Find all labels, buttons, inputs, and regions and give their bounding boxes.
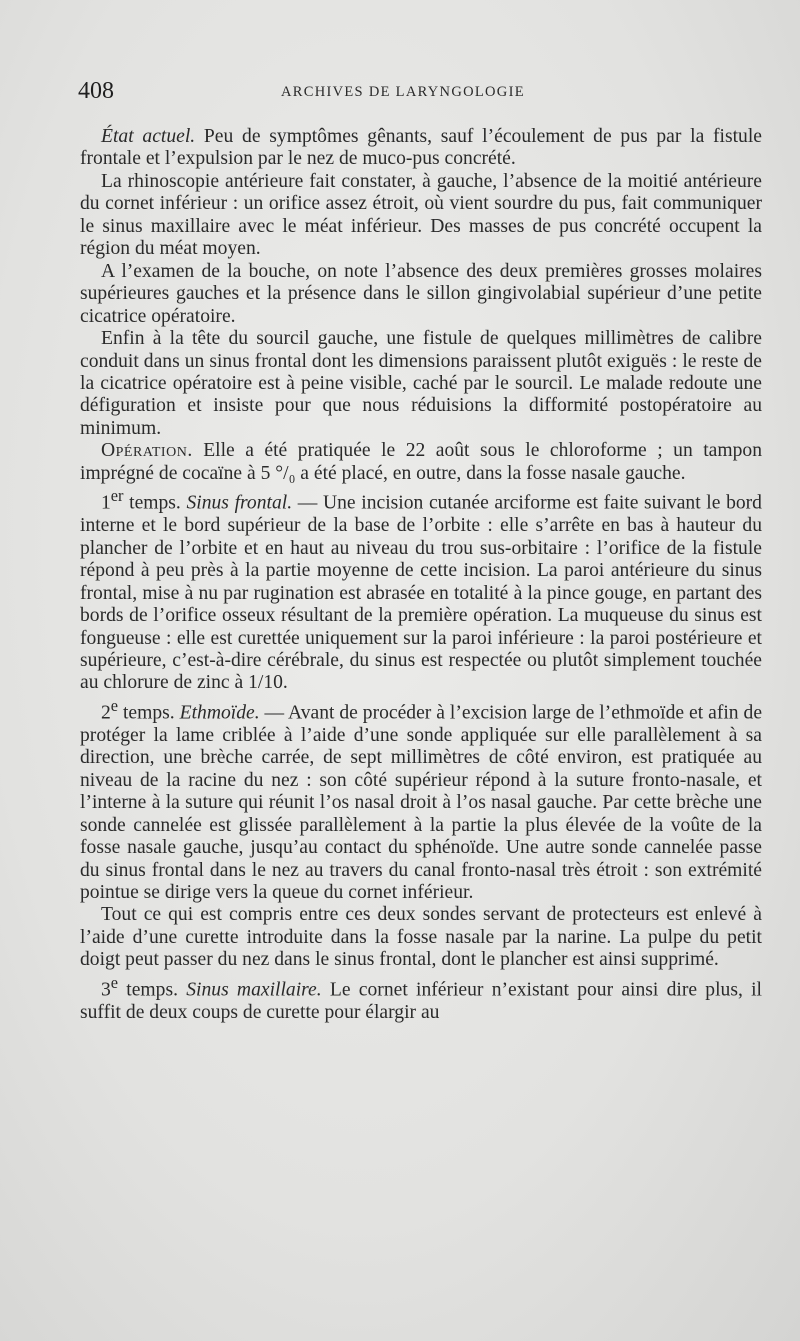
step-ordinal: e <box>110 972 119 992</box>
step-number: 2 <box>101 702 111 724</box>
paragraph-text: Le cornet inférieur n’existant pour ainsi dire plus, il suffit de deux coups de curette pour élargir au <box>80 979 762 1023</box>
paragraph-lead: État actuel. <box>101 126 196 147</box>
paragraph-examen-bouche <box>80 261 762 328</box>
paragraph-temps-2 <box>80 695 762 905</box>
step-word: temps. <box>118 979 187 1001</box>
paragraph-text: Enfin à la tête du sourcil gauche, une fistule de quelques millimètres de calibre conduit dans un sinus frontal dont les dimensions paraissent plutôt exiguës : le reste de la cicatrice opératoire est à peine visible, caché par le sourcil. Le malade redoute une défiguration et insiste pour que nous réduisions la difformité postopératoire au minimum. <box>80 328 762 439</box>
paragraph-text: Tout ce qui est compris entre ces deux sondes servant de protecteurs est enlevé à l’aide d’une curette introduite dans la fosse nasale par la narine. La pulpe du petit doigt peut passer du nez dans le sinus frontal, dont le plancher est ainsi supprimé. <box>80 904 762 971</box>
running-title: ARCHIVES DE LARYNGOLOGIE <box>281 84 525 100</box>
paragraph-lead: Sinus maxillaire. <box>186 979 322 1001</box>
step-word: temps. <box>123 492 187 514</box>
paragraph-text: Elle a été pratiquée le 22 août sous le chloroforme ; un tampon imprégné de cocaïne à 5 °/₀ a été placé, en outre, dans la fosse nasale gauche. <box>80 440 762 484</box>
step-number: 1 <box>101 492 111 514</box>
paragraph-lead: Ethmoïde. <box>179 702 260 724</box>
paragraph-fistule <box>80 328 762 440</box>
page-header <box>78 76 758 110</box>
page-number: 408 <box>78 78 114 104</box>
paragraph-text: — Une incision cutanée arciforme est faite suivant le bord interne et le bord supérieur de la base de l’orbite : elle s’arrête en bas à hauteur du plancher de l’orbite et en haut au niveau du trou sus-orbitaire : l’orifice de la fistule répond à peu près à la partie moyenne de cette incision. La paroi antérieure du sinus frontal, mise à nu par rugination est abrasée en totalité à la pince gouge, en partant des bords de l’orifice osseux résultant de la première opération. La muqueuse du sinus est fongueuse : elle est curettée uniquement sur la paroi inférieure : la paroi postérieure et supérieure, c’est-à-dire cérébrale, du sinus est respectée ou plutôt simplement touchée au chlorure de zinc à 1/10. <box>80 492 762 694</box>
paragraph-sondes <box>80 904 762 971</box>
paragraph-text: Peu de symptômes gênants, sauf l’écoulement de pus par la fistule frontale et l’expulsion par le nez de muco-pus concrété. <box>80 126 762 170</box>
step-ordinal: er <box>110 486 124 506</box>
paragraph-lead: Opération. <box>101 440 193 462</box>
paragraph-rhinoscopie <box>80 171 762 261</box>
paragraph-etat-actuel <box>80 126 762 171</box>
paragraph-temps-3 <box>80 972 762 1024</box>
step-ordinal: e <box>110 695 119 715</box>
paragraph-lead: Sinus frontal. <box>186 492 293 514</box>
paragraph-operation <box>80 440 762 485</box>
step-number: 3 <box>101 979 111 1001</box>
paragraph-temps-1 <box>80 485 762 695</box>
paragraph-text: — Avant de procéder à l’excision large de l’ethmoïde et afin de protéger la lame criblée à l’aide d’une sonde appliquée sur elle parallèlement à sa direction, une brèche carrée, de sept millimètres de côté environ, est pratiquée au niveau de la racine du nez : son côté supérieur répond à la suture fronto-nasale, et l’interne à la suture qui réunit l’os nasal droit à l’os nasal gauche. Par cette brèche une sonde cannelée est glissée parallèlement à la partie la plus élevée de la voûte de la fosse nasale gauche, jusqu’au contact du sphénoïde. Une autre sonde cannelée passe du sinus frontal dans le nez au travers du canal fronto-nasal très étroit : son extrémité pointue se dirige vers la queue du cornet inférieur. <box>80 702 763 904</box>
paragraph-text: A l’examen de la bouche, on note l’absence des deux premières grosses molaires supérieures gauches et la présence dans le sillon gingivolabial supérieur d’une petite cicatrice opératoire. <box>80 260 762 327</box>
step-word: temps. <box>118 702 180 724</box>
body-text <box>80 126 762 1024</box>
paragraph-text: La rhinoscopie antérieure fait constater, à gauche, l’absence de la moitié antérieure du cornet inférieur : un orifice assez étroit, où vient sourdre du pus, fait communiquer le sinus maxillaire avec le méat inférieur. Des masses de pus concrété occupent la région du méat moyen. <box>80 170 762 260</box>
